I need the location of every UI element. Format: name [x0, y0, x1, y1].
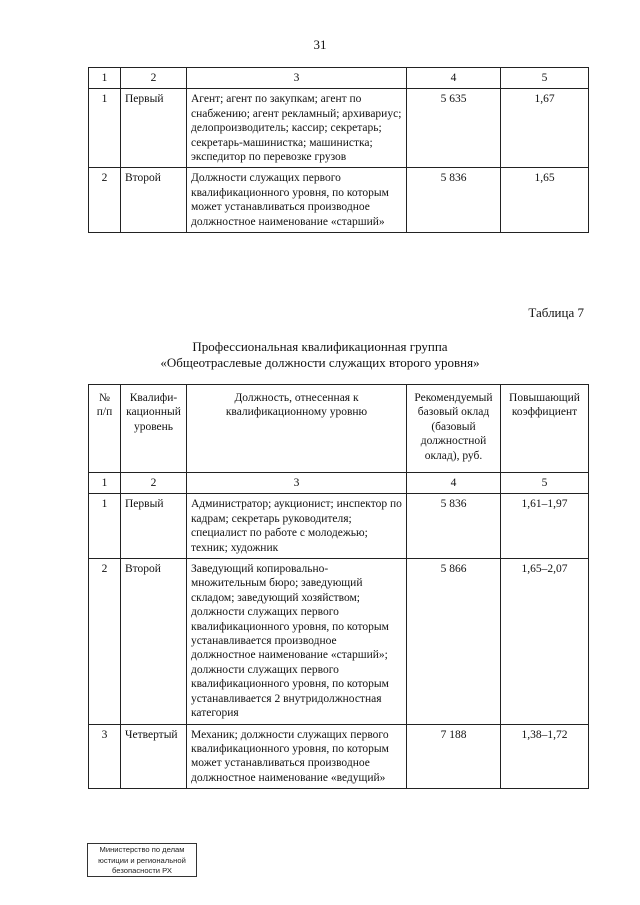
- positions: Заведующий копировально-множительным бюро; заведующий складом; заведующий хозяйством; должности служащих первого квалификационного уровня, по которым устанавливается производное должностное наименование «старший»; должности служащих первого квалификационного уровня, по которым устанавливается 2 внутридолжностная категория: [187, 559, 407, 724]
- col-number: 2: [121, 68, 187, 89]
- row-number: 2: [89, 168, 121, 233]
- positions: Агент; агент по закупкам; агент по снабжению; агент рекламный; архивариус; делопроизводитель; кассир; секретарь; секретарь-машинистка; машинистка; экспедитор по перевозке грузов: [187, 89, 407, 168]
- column-number-row: [89, 68, 589, 89]
- qualification-level: Первый: [121, 89, 187, 168]
- base-salary: 7 188: [407, 724, 501, 789]
- caption-line: Профессиональная квалификационная группа: [192, 339, 448, 354]
- positions: Должности служащих первого квалификационного уровня, по которым может устанавливаться производное должностное наименование «старший»: [187, 168, 407, 233]
- header-level: Квалифи-кационный уровень: [121, 385, 187, 473]
- coefficient: 1,65: [501, 168, 589, 233]
- table-row: [89, 724, 589, 789]
- coefficient: 1,67: [501, 89, 589, 168]
- caption-line: «Общеотраслевые должности служащих второго уровня»: [160, 355, 480, 370]
- table-row: [89, 494, 589, 559]
- base-salary: 5 836: [407, 168, 501, 233]
- col-number: 5: [501, 68, 589, 89]
- table-caption: [0, 339, 640, 371]
- positions: Механик; должности служащих первого квалификационного уровня, по которым может устанавливаться производное должностное наименование «ведущий»: [187, 724, 407, 789]
- stamp-line: безопасности РХ: [112, 866, 172, 875]
- col-number: 3: [187, 473, 407, 494]
- col-number: 1: [89, 473, 121, 494]
- col-number: 4: [407, 473, 501, 494]
- coefficient: 1,38–1,72: [501, 724, 589, 789]
- positions: Администратор; аукционист; инспектор по кадрам; секретарь руководителя; специалист по работе с молодежью; техник; художник: [187, 494, 407, 559]
- table-label: Таблица 7: [528, 305, 584, 320]
- stamp-line: Министерство по делам: [99, 845, 185, 854]
- base-salary: 5 836: [407, 494, 501, 559]
- qualification-level: Первый: [121, 494, 187, 559]
- header-coefficient: Повышающий коэффициент: [501, 385, 589, 473]
- header-position: Должность, отнесенная к квалификационному уровню: [187, 385, 407, 473]
- header-salary: Рекомендуемый базовый оклад (базовый должностной оклад), руб.: [407, 385, 501, 473]
- qualification-level: Четвертый: [121, 724, 187, 789]
- table-row: [89, 559, 589, 724]
- base-salary: 5 635: [407, 89, 501, 168]
- row-number: 3: [89, 724, 121, 789]
- coefficient: 1,61–1,97: [501, 494, 589, 559]
- col-number: 1: [89, 68, 121, 89]
- column-number-row: [89, 473, 589, 494]
- header-num: № п/п: [89, 385, 121, 473]
- qualification-level: Второй: [121, 168, 187, 233]
- coefficient: 1,65–2,07: [501, 559, 589, 724]
- col-number: 3: [187, 68, 407, 89]
- base-salary: 5 866: [407, 559, 501, 724]
- table-7: [88, 384, 589, 789]
- header-row: [89, 385, 589, 473]
- row-number: 2: [89, 559, 121, 724]
- col-number: 4: [407, 68, 501, 89]
- col-number: 5: [501, 473, 589, 494]
- stamp-line: юстиции и региональной: [98, 855, 186, 865]
- page-number: 31: [313, 37, 327, 52]
- row-number: 1: [89, 494, 121, 559]
- ministry-stamp: [87, 843, 197, 877]
- row-number: 1: [89, 89, 121, 168]
- qualification-level: Второй: [121, 559, 187, 724]
- continued-table: [88, 67, 589, 233]
- table-row: [89, 168, 589, 233]
- table-row: [89, 89, 589, 168]
- col-number: 2: [121, 473, 187, 494]
